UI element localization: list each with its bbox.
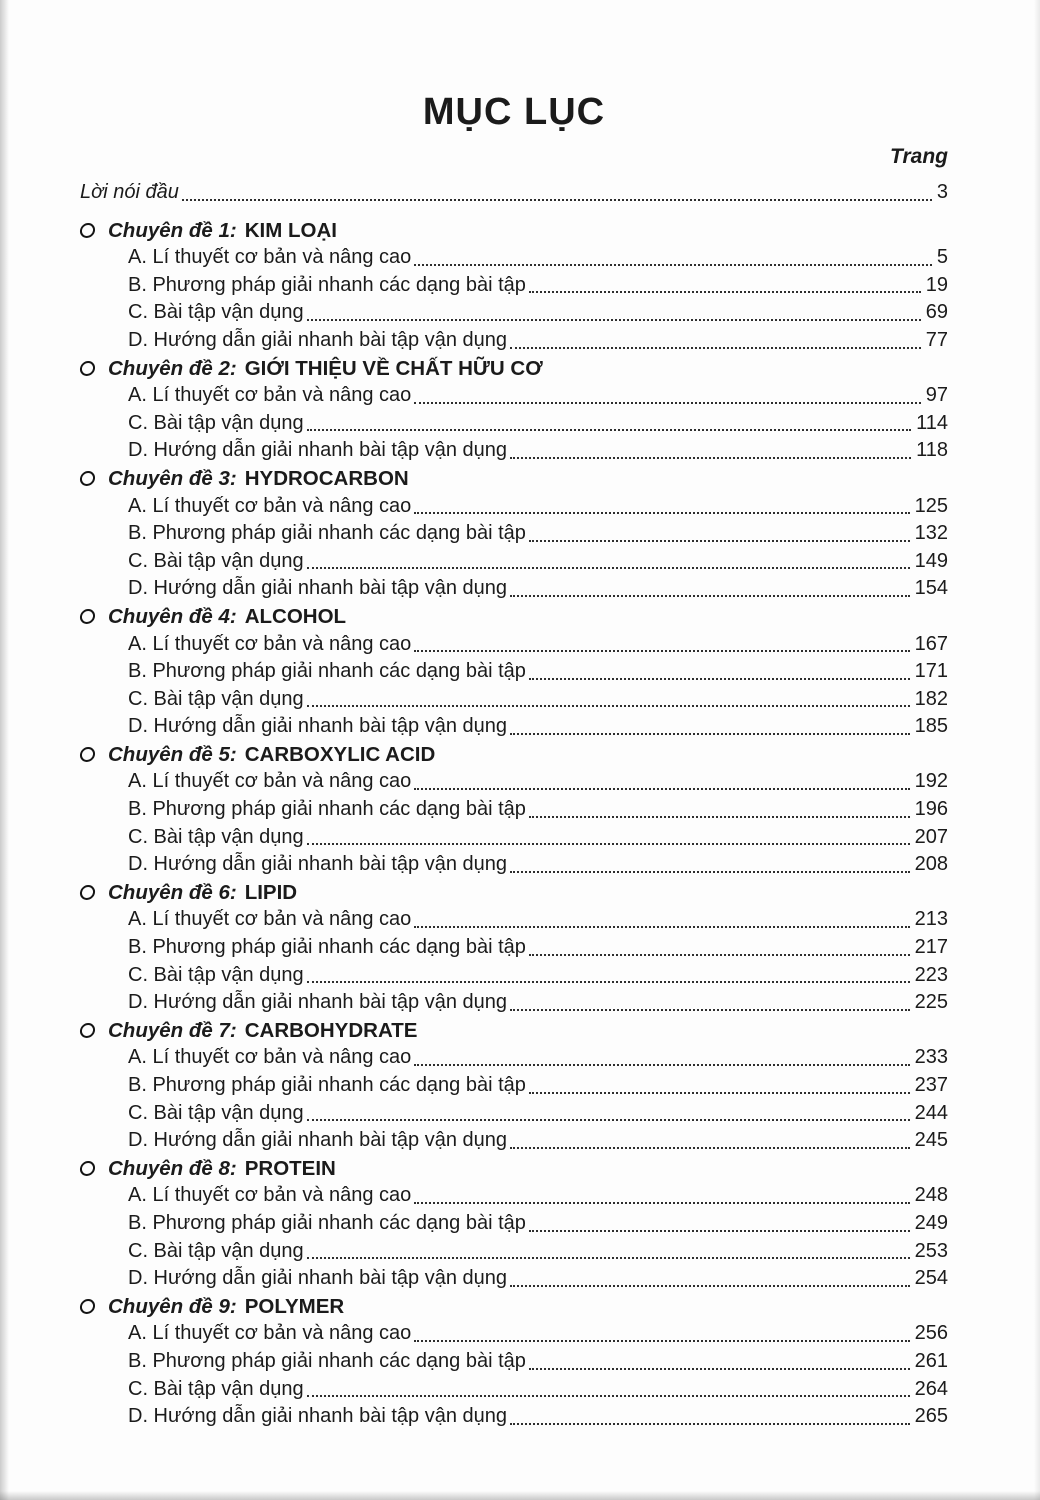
- toc-item-label: A. Lí thuyết cơ bản và nâng cao: [128, 770, 412, 793]
- toc-item-row: [80, 272, 948, 300]
- chapter-name: GIỚI THIỆU VỀ CHẤT HỮU CƠ: [244, 356, 543, 380]
- chapter-section: [80, 603, 948, 741]
- toc-item-label: A. Lí thuyết cơ bản và nâng cao: [128, 1184, 412, 1207]
- page-number: 114: [916, 411, 948, 434]
- dotted-leader: [510, 1285, 910, 1287]
- chapter-name: KIM LOẠI: [244, 218, 337, 242]
- chapter-prefix: Chuyên đề 9:: [108, 1294, 237, 1318]
- circle-bullet-icon: [79, 1023, 96, 1038]
- toc-item-label: B. Phương pháp giải nhanh các dạng bài tập: [128, 1349, 526, 1372]
- page-number: 213: [914, 908, 948, 931]
- page-number: 149: [914, 549, 948, 572]
- toc-item-label: C. Bài tập vận dụng: [128, 301, 304, 324]
- page-number: 244: [914, 1101, 948, 1124]
- dotted-leader: [510, 871, 910, 873]
- chapter-prefix: Chuyên đề 1:: [108, 218, 237, 242]
- chapter-section: [80, 741, 948, 879]
- chapter-prefix: Chuyên đề 7:: [108, 1018, 237, 1042]
- toc-item-label: A. Lí thuyết cơ bản và nâng cao: [128, 1046, 412, 1069]
- dotted-leader: [307, 705, 910, 707]
- page-number: 5: [936, 246, 948, 269]
- toc-item-row: [80, 493, 948, 521]
- toc-item-row: [80, 1376, 948, 1404]
- toc-item-row: [80, 934, 948, 962]
- dotted-leader: [510, 1009, 910, 1011]
- toc-item-row: [80, 796, 948, 824]
- toc-item-label: A. Lí thuyết cơ bản và nâng cao: [128, 494, 412, 517]
- chapter-prefix: Chuyên đề 6:: [108, 880, 237, 904]
- dotted-leader: [510, 733, 910, 735]
- toc-item-row: [80, 327, 948, 355]
- toc-item-row: [80, 299, 948, 327]
- dotted-leader: [414, 264, 932, 266]
- dotted-leader: [307, 981, 910, 983]
- page-number: 217: [914, 936, 948, 959]
- dotted-leader: [529, 1230, 910, 1232]
- chapter-heading: [80, 1155, 948, 1183]
- dotted-leader: [307, 1257, 910, 1259]
- chapter-name: LIPID: [244, 880, 298, 904]
- dotted-leader: [307, 1119, 910, 1121]
- dotted-leader: [414, 1340, 909, 1342]
- dotted-leader: [510, 457, 911, 459]
- circle-bullet-icon: [79, 609, 96, 624]
- chapter-section: [80, 217, 948, 355]
- page-number: 233: [914, 1046, 948, 1069]
- chapter-heading: [80, 1293, 948, 1321]
- page-number: 167: [914, 632, 948, 655]
- toc-item-label: A. Lí thuyết cơ bản và nâng cao: [128, 632, 412, 655]
- toc-item-label: A. Lí thuyết cơ bản và nâng cao: [128, 1322, 412, 1345]
- dotted-leader: [307, 319, 921, 321]
- chapter-heading: [80, 1017, 948, 1045]
- page-number: 207: [914, 825, 948, 848]
- page-number: 192: [914, 770, 948, 793]
- toc-item-label: D. Hướng dẫn giải nhanh bài tập vận dụng: [128, 715, 507, 738]
- chapter-heading: [80, 603, 948, 631]
- toc-item-label: C. Bài tập vận dụng: [128, 1377, 304, 1400]
- toc-item-label: B. Phương pháp giải nhanh các dạng bài tập: [128, 522, 526, 545]
- chapter-heading: [80, 879, 948, 907]
- chapter-list: [80, 217, 948, 1431]
- chapter-name: PROTEIN: [244, 1156, 336, 1180]
- dotted-leader: [529, 540, 910, 542]
- toc-item-row: [80, 1100, 948, 1128]
- page-number: 254: [914, 1267, 948, 1290]
- chapter-prefix: Chuyên đề 8:: [108, 1156, 237, 1180]
- dotted-leader: [510, 595, 910, 597]
- toc-item-row: [80, 1238, 948, 1266]
- toc-item-label: A. Lí thuyết cơ bản và nâng cao: [128, 908, 412, 931]
- toc-intro-label: Lời nói đầu: [80, 181, 179, 203]
- toc-item-row: [80, 658, 948, 686]
- dotted-leader: [529, 291, 921, 293]
- page-number: 132: [914, 522, 948, 545]
- chapter-heading: [80, 465, 948, 493]
- page-number: 77: [925, 328, 948, 351]
- toc-item-label: D. Hướng dẫn giải nhanh bài tập vận dụng: [128, 439, 507, 462]
- page-number: 249: [914, 1211, 948, 1234]
- circle-bullet-icon: [79, 1161, 96, 1176]
- toc-item-row: [80, 851, 948, 879]
- toc-item-row: [80, 548, 948, 576]
- toc-item-row: [80, 1127, 948, 1155]
- circle-bullet-icon: [79, 471, 96, 486]
- dotted-leader: [529, 816, 910, 818]
- page-number: 154: [914, 577, 948, 600]
- chapter-name: ALCOHOL: [244, 604, 347, 628]
- page-number: 264: [914, 1377, 948, 1400]
- toc-item-label: D. Hướng dẫn giải nhanh bài tập vận dụng: [128, 1129, 507, 1152]
- page-number: 261: [914, 1349, 948, 1372]
- toc-item-row: [80, 1044, 948, 1072]
- toc-item-label: B. Phương pháp giải nhanh các dạng bài tập: [128, 1074, 526, 1096]
- toc-item-label: C. Bài tập vận dụng: [128, 963, 304, 986]
- dotted-leader: [414, 788, 909, 790]
- chapter-heading: [80, 217, 948, 245]
- circle-bullet-icon: [79, 885, 96, 900]
- chapter-heading: [80, 741, 948, 769]
- dotted-leader: [510, 1147, 910, 1149]
- toc-item-label: D. Hướng dẫn giải nhanh bài tập vận dụng: [128, 991, 507, 1014]
- toc-item-row: [80, 824, 948, 852]
- toc-item-label: C. Bài tập vận dụng: [128, 1101, 304, 1124]
- dotted-leader: [307, 429, 911, 431]
- circle-bullet-icon: [79, 223, 96, 238]
- toc-item-row: [80, 1210, 948, 1238]
- page-title: MỤC LỤC: [422, 91, 606, 133]
- dotted-leader: [529, 954, 910, 956]
- toc-item-label: D. Hướng dẫn giải nhanh bài tập vận dụng: [128, 1267, 507, 1290]
- page-column-header: Trang: [890, 145, 948, 168]
- toc-item-row: [80, 1348, 948, 1376]
- page-number: 245: [914, 1129, 948, 1152]
- page-number: 248: [914, 1184, 948, 1207]
- toc-item-label: D. Hướng dẫn giải nhanh bài tập vận dụng: [128, 328, 507, 351]
- page-number: 208: [914, 853, 948, 876]
- chapter-section: [80, 879, 948, 1017]
- toc-item-row: [80, 1072, 948, 1100]
- dotted-leader: [529, 1092, 910, 1094]
- dotted-leader: [529, 678, 910, 680]
- page-number: 125: [914, 494, 948, 517]
- page-number: 97: [925, 384, 948, 407]
- dotted-leader: [307, 567, 910, 569]
- dotted-leader: [307, 843, 910, 845]
- toc-item-label: B. Phương pháp giải nhanh các dạng bài tập: [128, 660, 526, 683]
- circle-bullet-icon: [79, 747, 96, 762]
- toc-item-row: [80, 520, 948, 548]
- chapter-section: [80, 1017, 948, 1155]
- toc-item-row: [80, 989, 948, 1017]
- toc-item-row: [80, 686, 948, 714]
- circle-bullet-icon: [79, 361, 96, 376]
- toc-item-row: [80, 410, 948, 438]
- toc-item-row: [80, 382, 948, 410]
- toc-item-label: A. Lí thuyết cơ bản và nâng cao: [128, 384, 412, 407]
- chapter-section: [80, 1155, 948, 1293]
- page-number: 69: [925, 301, 948, 324]
- page-number: 237: [914, 1074, 948, 1096]
- toc-item-label: C. Bài tập vận dụng: [128, 687, 304, 710]
- toc-intro-row: [80, 179, 948, 207]
- chapter-name: POLYMER: [244, 1294, 345, 1318]
- page-number: 265: [914, 1405, 948, 1428]
- chapter-heading: [80, 355, 948, 383]
- page-number: 256: [914, 1322, 948, 1345]
- chapter-name: CARBOXYLIC ACID: [244, 742, 436, 766]
- chapter-section: [80, 465, 948, 603]
- page-number: 3: [936, 181, 948, 203]
- toc-item-row: [80, 1320, 948, 1348]
- toc-item-row: [80, 437, 948, 465]
- toc-item-row: [80, 244, 948, 272]
- toc-item-row: [80, 575, 948, 603]
- toc-item-label: C. Bài tập vận dụng: [128, 1239, 304, 1262]
- toc-item-row: [80, 1182, 948, 1210]
- toc-item-label: B. Phương pháp giải nhanh các dạng bài tập: [128, 936, 526, 959]
- page-number: 19: [925, 273, 948, 296]
- chapter-name: HYDROCARBON: [244, 466, 409, 490]
- toc-item-row: [80, 906, 948, 934]
- dotted-leader: [182, 199, 932, 201]
- dotted-leader: [414, 1202, 909, 1204]
- toc-item-label: B. Phương pháp giải nhanh các dạng bài tập: [128, 798, 526, 821]
- toc-item-label: D. Hướng dẫn giải nhanh bài tập vận dụng: [128, 853, 507, 876]
- toc-item-label: C. Bài tập vận dụng: [128, 825, 304, 848]
- page-number: 171: [914, 660, 948, 683]
- toc-item-label: D. Hướng dẫn giải nhanh bài tập vận dụng: [128, 577, 507, 600]
- circle-bullet-icon: [79, 1299, 96, 1314]
- toc-item-label: B. Phương pháp giải nhanh các dạng bài tập: [128, 273, 526, 296]
- dotted-leader: [307, 1395, 910, 1397]
- toc-item-label: C. Bài tập vận dụng: [128, 411, 304, 434]
- dotted-leader: [414, 1064, 909, 1066]
- toc-item-row: [80, 1265, 948, 1293]
- toc-item-label: A. Lí thuyết cơ bản và nâng cao: [128, 246, 412, 269]
- chapter-section: [80, 1293, 948, 1431]
- page-number: 118: [916, 439, 948, 462]
- dotted-leader: [414, 650, 909, 652]
- toc-item-row: [80, 962, 948, 990]
- toc-body: [80, 179, 948, 1431]
- chapter-prefix: Chuyên đề 5:: [108, 742, 237, 766]
- page-number: 185: [914, 715, 948, 738]
- chapter-prefix: Chuyên đề 2:: [108, 356, 237, 380]
- dotted-leader: [529, 1368, 910, 1370]
- page-number: 196: [914, 798, 948, 821]
- toc-item-row: [80, 631, 948, 659]
- toc-item-row: [80, 1403, 948, 1431]
- page-number: 253: [914, 1239, 948, 1262]
- chapter-name: CARBOHYDRATE: [244, 1018, 418, 1042]
- toc-item-label: D. Hướng dẫn giải nhanh bài tập vận dụng: [128, 1405, 507, 1428]
- page-number: 225: [914, 991, 948, 1014]
- toc-item-row: [80, 713, 948, 741]
- dotted-leader: [414, 926, 909, 928]
- dotted-leader: [510, 347, 921, 349]
- toc-item-label: C. Bài tập vận dụng: [128, 549, 304, 572]
- page-number: 182: [914, 687, 948, 710]
- toc-item-row: [80, 768, 948, 796]
- chapter-section: [80, 355, 948, 465]
- chapter-prefix: Chuyên đề 3:: [108, 466, 237, 490]
- scan-edge-shadow-bottom: [0, 1491, 1040, 1500]
- dotted-leader: [510, 1423, 910, 1425]
- dotted-leader: [414, 512, 909, 514]
- toc-item-label: B. Phương pháp giải nhanh các dạng bài tập: [128, 1211, 526, 1234]
- page-number: 223: [914, 963, 948, 986]
- dotted-leader: [414, 402, 920, 404]
- chapter-prefix: Chuyên đề 4:: [108, 604, 237, 628]
